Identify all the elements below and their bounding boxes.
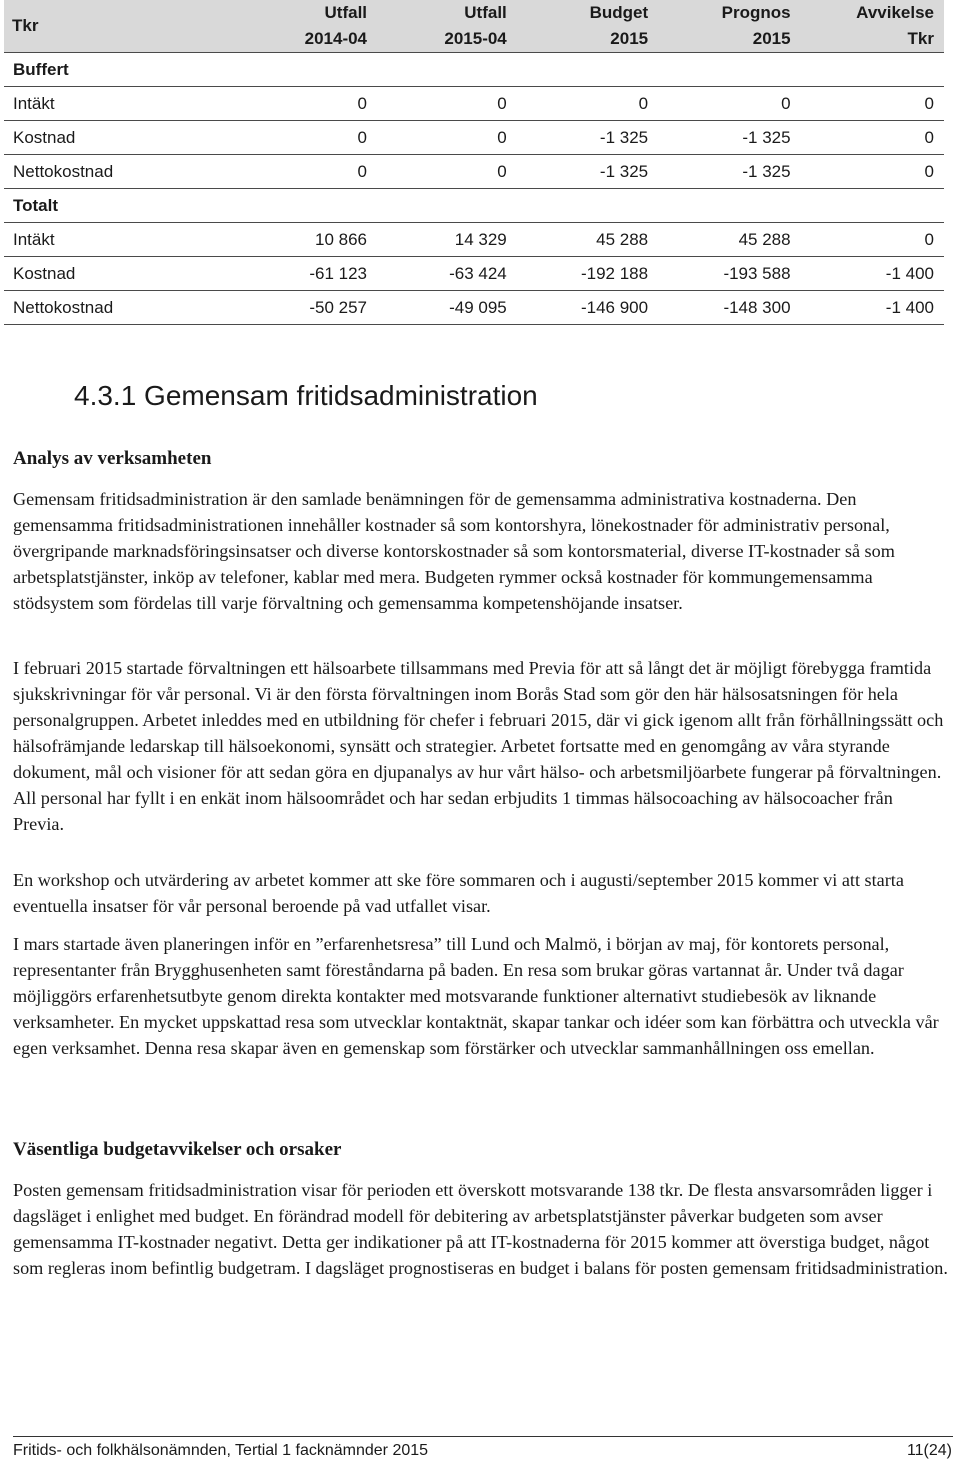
- row-label: Kostnad: [4, 121, 237, 155]
- row-label: Nettokostnad: [4, 291, 237, 325]
- section-title: Totalt: [4, 189, 944, 223]
- cell-value: 0: [801, 155, 944, 189]
- cell-value: -1 325: [517, 121, 658, 155]
- header-c2-line1: Utfall: [464, 3, 507, 22]
- table-row: [4, 121, 944, 155]
- table-row: [4, 223, 944, 257]
- cell-value: -50 257: [237, 291, 377, 325]
- cell-value: -49 095: [377, 291, 517, 325]
- cell-value: -1 400: [801, 291, 944, 325]
- analysis-heading: Analys av verksamheten: [13, 448, 212, 469]
- row-label: Kostnad: [4, 257, 237, 291]
- cell-value: 0: [801, 87, 944, 121]
- cell-value: -148 300: [658, 291, 800, 325]
- header-utfall-2015: [377, 0, 517, 53]
- row-label: Intäkt: [4, 223, 237, 257]
- cell-value: -1 325: [658, 155, 800, 189]
- header-c1-line1: Utfall: [324, 3, 368, 22]
- table-row: [4, 155, 944, 189]
- header-c4-line1: Prognos: [721, 3, 791, 22]
- footer-title: Fritids- och folkhälsonämnden, Tertial 1 facknämnder 2015: [13, 1442, 429, 1459]
- cell-value: -192 188: [517, 257, 658, 291]
- cell-value: 0: [658, 87, 800, 121]
- cell-value: 0: [377, 121, 517, 155]
- footer-divider: [13, 1436, 953, 1437]
- section-row: [4, 53, 944, 87]
- section-title: Buffert: [4, 53, 944, 87]
- table-header-row: [4, 0, 944, 53]
- table-row: [4, 257, 944, 291]
- cell-value: 0: [237, 121, 377, 155]
- header-c5-line1: Avvikelse: [856, 3, 934, 22]
- header-budget: [517, 0, 658, 53]
- cell-value: -146 900: [517, 291, 658, 325]
- cell-value: -1 325: [658, 121, 800, 155]
- header-prognos: [658, 0, 800, 53]
- cell-value: -63 424: [377, 257, 517, 291]
- header-c2-line2: 2015-04: [444, 29, 507, 48]
- cell-value: 0: [237, 87, 377, 121]
- analysis-paragraph-3: En workshop och utvärdering av arbetet kommer att ske före sommaren och i augusti/september 2015 kommer vi att starta eventuella insatser för vår personal beroende på vad utfallet visar.: [13, 870, 904, 916]
- header-c3-line2: 2015: [610, 29, 649, 48]
- header-label: Tkr: [4, 0, 237, 53]
- table-row: [4, 291, 944, 325]
- cell-value: 0: [801, 223, 944, 257]
- cell-value: -61 123: [237, 257, 377, 291]
- cell-value: -193 588: [658, 257, 800, 291]
- analysis-paragraph-4: I mars startade även planeringen inför en ”erfarenhetsresa” till Lund och Malmö, i början av maj, för kontorets personal, representanter från Brygghusenheten samt föreståndarna på baden. En resa som brukar göras vartannat år. Under två dagar möjliggörs erfarenhetsutbyte genom direkta kontakter med motsvarande funktioner alternativt studiebesök av liknande verksamheter. En mycket uppskattad resa som utvecklar kontaktnät, skapar tankar och idéer som kan förbättra och utveckla vår egen verksamhet. Denna resa skapar även en gemenskap som förstärker och utvecklar sammanhållningen oss emellan.: [13, 934, 939, 1058]
- analysis-paragraph-1: Gemensam fritidsadministration är den samlade benämningen för de gemensamma administrativa kostnaderna. Den gemensamma fritidsadministrationen innehåller kostnader så som kontorshyra, lönekostnader för administrativ personal, övergripande marknadsföringsinsatser och diverse kontorskostnader så som kontorsmaterial, diverse IT-kostnader så som arbetsplatstjänster, inköp av telefoner, kablar med mera. Budgeten rymmer också kostnader för kommungemensamma stödsystem som fördelas till varje förvaltning och gemensamma kompetenshöjande insatser.: [13, 489, 895, 613]
- cell-value: 45 288: [517, 223, 658, 257]
- cell-value: 0: [377, 155, 517, 189]
- header-c1-line2: 2014-04: [304, 29, 368, 48]
- cell-value: 0: [517, 87, 658, 121]
- cell-value: 0: [801, 121, 944, 155]
- header-c5-line2: Tkr: [907, 29, 934, 48]
- header-c4-line2: 2015: [752, 29, 791, 48]
- section-row: [4, 189, 944, 223]
- cell-value: 0: [237, 155, 377, 189]
- header-avvikelse: [801, 0, 944, 53]
- cell-value: 45 288: [658, 223, 800, 257]
- row-label: Nettokostnad: [4, 155, 237, 189]
- section-heading: 4.3.1 Gemensam fritidsadministration: [74, 380, 538, 411]
- deviations-heading: Väsentliga budgetavvikelser och orsaker: [13, 1139, 342, 1160]
- cell-value: -1 400: [801, 257, 944, 291]
- cell-value: -1 325: [517, 155, 658, 189]
- analysis-paragraph-2: I februari 2015 startade förvaltningen ett hälsoarbete tillsammans med Previa för att så långt det är möjligt förebygga framtida sjukskrivningar för vår personal. Vi är den första förvaltningen inom Borås Stad som gör den här hälsosatsningen för hela personalgruppen. Arbetet inleddes med en utbildning för chefer i februari 2015, där vi gick igenom allt från förhållningssätt och hälsofrämjande ledarskap till hälsoekonomi, synsätt och strategier. Arbetet fortsatte med en genomgång av våra styrande dokument, mål och visioner för att sedan göra en djupanalys av hur vårt hälso- och arbetsmiljöarbete fungerar på förvaltningen. All personal har fyllt i en enkät inom hälsoområdet och har sedan erbjudits 1 timmas hälsocoaching av hälsocoacher från Previa.: [13, 658, 944, 834]
- header-utfall-2014: [237, 0, 377, 53]
- table-row: [4, 87, 944, 121]
- cell-value: 10 866: [237, 223, 377, 257]
- header-c3-line1: Budget: [589, 3, 649, 22]
- cell-value: 14 329: [377, 223, 517, 257]
- deviations-paragraph: Posten gemensam fritidsadministration visar för perioden ett överskott motsvarande 138 tkr. De flesta ansvarsområden ligger i dagsläget i enlighet med budget. En förändrad modell för debitering av arbetsplatstjänster påverkar budgeten som avser gemensamma IT-kostnader negativt. Detta ger indikationer på att IT-kostnaderna för 2015 kommer att överstiga budget, något som regleras inom befintlig budgetram. I dagsläget prognostiseras en budget i balans för posten gemensam fritidsadministration.: [13, 1180, 948, 1278]
- page-number: 11(24): [906, 1442, 952, 1459]
- budget-table: [4, 0, 944, 325]
- row-label: Intäkt: [4, 87, 237, 121]
- cell-value: 0: [377, 87, 517, 121]
